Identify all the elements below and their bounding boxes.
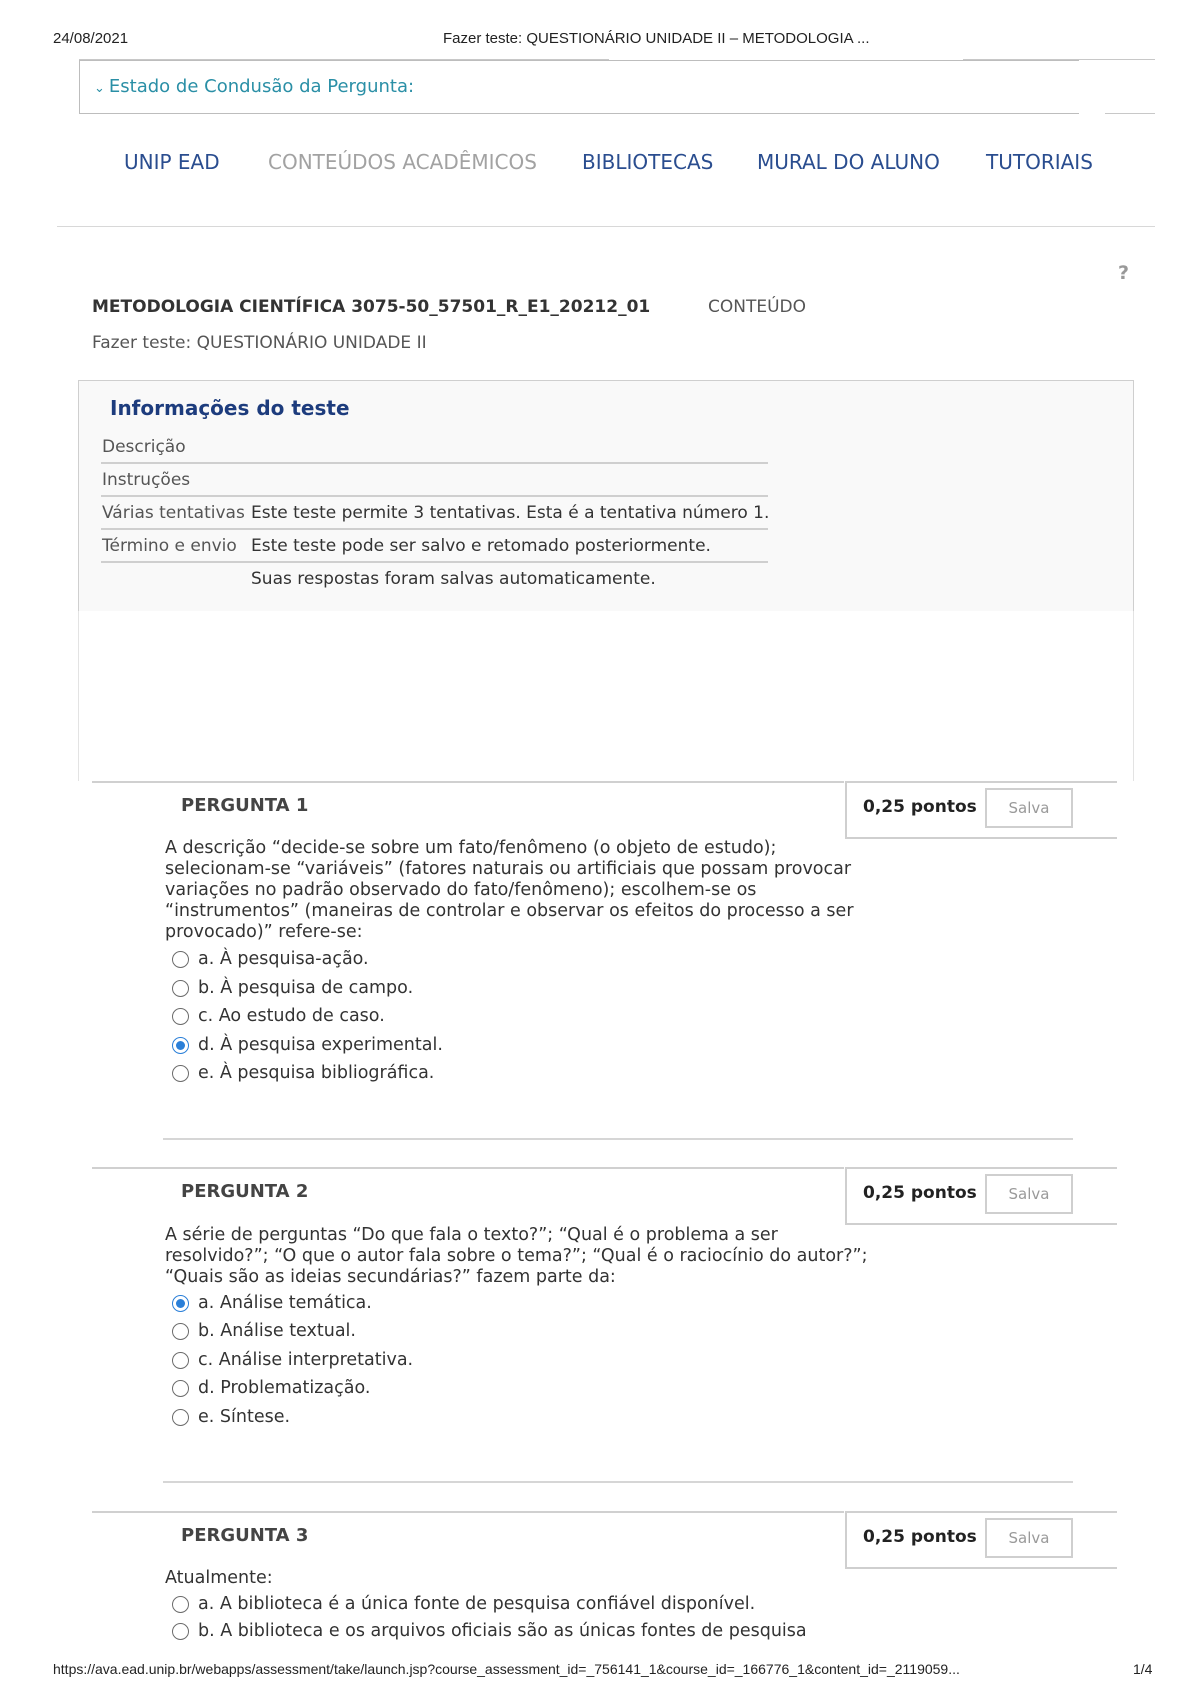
question-status-label: Estado de Condusão da Pergunta: [108, 76, 415, 97]
radio-button[interactable] [172, 1596, 189, 1613]
double-chevron-down-icon: ⌄ [94, 81, 105, 96]
radio-button[interactable] [172, 1008, 189, 1025]
question-3-save-button[interactable]: Salva [985, 1518, 1073, 1558]
question-2-text: A série de perguntas “Do que fala o texto?”; “Qual é o problema a ser resolvido?”; “O que o autor fala sobre o tema?”; “Qual é o raciocínio do autor?”; “Quais são as ideias secundárias?” fazem parte da: [165, 1225, 868, 1287]
course-title: METODOLOGIA CIENTÍFICA 3075-50_57501_R_E1_20212_01 [92, 297, 651, 317]
info-row-divider [101, 528, 768, 530]
test-info-title: Informações do teste [110, 396, 350, 420]
header-rule-small [1105, 113, 1155, 114]
nav-bibliotecas[interactable]: BIBLIOTECAS [582, 150, 714, 174]
info-row-divider [101, 462, 768, 464]
help-icon[interactable]: ? [1118, 262, 1130, 284]
info-value-tentativas: Este teste permite 3 tentativas. Esta é a tentativa número 1. [251, 503, 770, 523]
question-2-points-panel [845, 1167, 1117, 1225]
info-row-divider [101, 495, 768, 497]
radio-button[interactable] [172, 1352, 189, 1369]
radio-button[interactable] [172, 951, 189, 968]
radio-button[interactable] [172, 980, 189, 997]
print-date: 24/08/2021 [53, 30, 129, 47]
radio-button[interactable] [172, 1065, 189, 1082]
question-1-points-panel [845, 781, 1117, 839]
info-label-termino: Término e envio [102, 536, 237, 556]
radio-button-selected[interactable] [172, 1295, 189, 1312]
nav-conteudos-academicos[interactable]: CONTEÚDOS ACADÊMICOS [268, 150, 537, 174]
radio-button[interactable] [172, 1409, 189, 1426]
course-section[interactable]: CONTEÚDO [708, 297, 807, 317]
question-3-points: 0,25 pontos [863, 1527, 977, 1547]
test-info-spacer [78, 611, 1134, 781]
radio-button[interactable] [172, 1623, 189, 1640]
nav-tutoriais[interactable]: TUTORIAIS [986, 150, 1093, 174]
radio-button-selected[interactable] [172, 1037, 189, 1054]
question-1-bottom-separator [163, 1138, 1073, 1140]
radio-button[interactable] [172, 1380, 189, 1397]
question-3-points-panel [845, 1511, 1117, 1569]
nav-mural-do-aluno[interactable]: MURAL DO ALUNO [757, 150, 940, 174]
info-label-tentativas: Várias tentativas [102, 503, 245, 523]
question-1-text: A descrição “decide-se sobre um fato/fenômeno (o objeto de estudo); selecionam-se “variáveis” (fatores naturais ou artificiais que possam provocar variações no padrão observado do fato/fenômeno); escolhem-se os “instrumentos” (maneiras de controlar e observar os efeitos do processo a ser provocado)” refere-se: [165, 838, 854, 942]
question-2-points: 0,25 pontos [863, 1183, 977, 1203]
question-1-save-button[interactable]: Salva [985, 788, 1073, 828]
print-footer-url: https://ava.ead.unip.br/webapps/assessment/take/launch.jsp?course_assessment_id=_756141_1&course_id=_166776_1&content_id=_2119059... [53, 1661, 960, 1677]
question-3-text: Atualmente: [165, 1568, 273, 1588]
info-row-divider [101, 561, 768, 563]
print-page-number: 1/4 [1133, 1661, 1153, 1677]
nav-divider [57, 226, 1155, 227]
question-1-top-border [92, 781, 844, 783]
question-2-title: PERGUNTA 2 [181, 1181, 309, 1202]
info-value-saved: Suas respostas foram salvas automaticamente. [251, 569, 656, 589]
nav-unip-ead[interactable]: UNIP EAD [124, 150, 220, 174]
question-2-save-button[interactable]: Salva [985, 1174, 1073, 1214]
radio-button[interactable] [172, 1323, 189, 1340]
info-value-termino: Este teste pode ser salvo e retomado posteriormente. [251, 536, 711, 556]
question-3-title: PERGUNTA 3 [181, 1525, 309, 1546]
question-3-top-border [92, 1511, 844, 1513]
info-label-instrucoes: Instruções [102, 470, 191, 490]
info-label-descricao: Descrição [102, 437, 186, 457]
question-2-bottom-separator [163, 1481, 1073, 1483]
question-1-points: 0,25 pontos [863, 797, 977, 817]
question-2-top-border [92, 1167, 844, 1169]
print-page-title: Fazer teste: QUESTIONÁRIO UNIDADE II – METODOLOGIA ... [443, 30, 870, 47]
question-status-toggle[interactable] [94, 76, 414, 97]
breadcrumb: Fazer teste: QUESTIONÁRIO UNIDADE II [92, 333, 427, 353]
question-1-title: PERGUNTA 1 [181, 795, 309, 816]
